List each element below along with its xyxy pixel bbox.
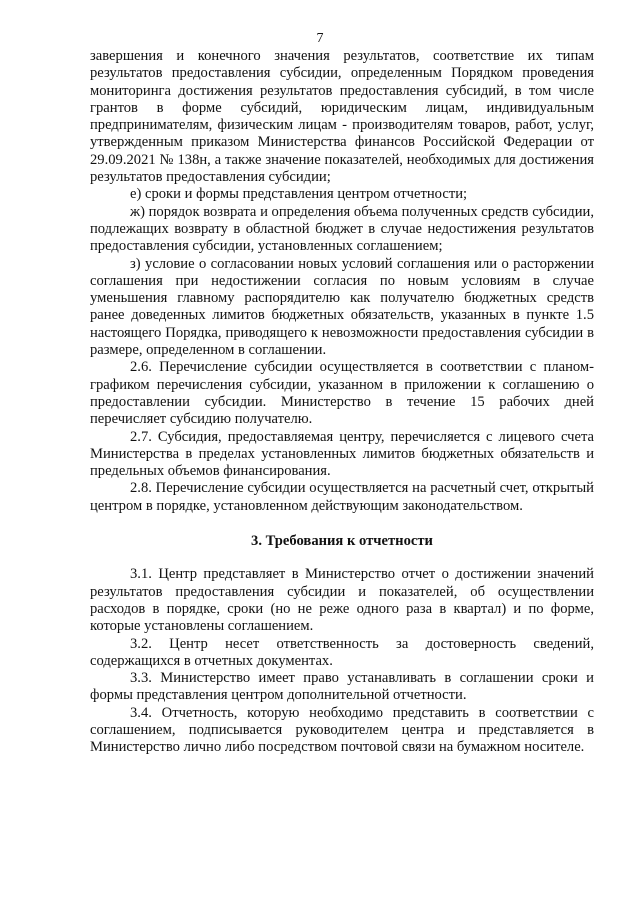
list-item-e: е) сроки и формы представления центром отчетности;: [130, 186, 468, 203]
paragraph-2-8: 2.8. Перечисление субсидии осуществляется на расчетный счет, открытый центром в порядке, установленном действующим законодательством.: [90, 480, 594, 514]
paragraph-continuation: завершения и конечного значения результатов, соответствие их типам результатов предоставления субсидии, определенным Порядком проведения мониторинга достижения результатов предоставления субсидий, в том числе грантов в форме субсидий, юридическим лицам, индивидуальным предпринимателям, физическим лицам - производителям товаров, работ, услуг, утвержденным приказом Министерства финансов Российской Федерации от 29.09.2021 № 138н, а также значение показателей, необходимых для достижения результатов предоставления субсидии;: [90, 48, 594, 186]
paragraph-2-6: 2.6. Перечисление субсидии осуществляется в соответствии с планом-графиком перечисления субсидии, указанном в приложении к соглашению о предоставлении субсидии. Министерство в течение 15 рабочих дней перечисляет субсидию получателю.: [90, 359, 594, 428]
list-item-z: з) условие о согласовании новых условий соглашения или о расторжении соглашения при недостижении согласия по новым условиям в случае уменьшения главному распорядителю как получателю бюджетных средств ранее доведенных лимитов бюджетных обязательств, указанных в пункте 1.5 настоящего Порядка, приводящего к невозможности предоставления субсидии в размере, определенном в соглашении.: [90, 255, 594, 359]
paragraph-3-1: 3.1. Центр представляет в Министерство отчет о достижении значений результатов предоставления субсидии и показателей, об осуществлении расходов в порядке, сроки (но не реже одного раза в квартал) и по форме, которые установлены соглашением.: [90, 566, 594, 635]
list-item-zh: ж) порядок возврата и определения объема полученных средств субсидии, подлежащих возврату в областной бюджет в случае недостижения результатов предоставления субсидии, установленных соглашением;: [90, 203, 594, 255]
page-number: 7: [316, 31, 324, 46]
paragraph-3-2: 3.2. Центр несет ответственность за достоверность сведений, содержащихся в отчетных документах.: [90, 635, 594, 669]
document-body: [90, 48, 594, 757]
paragraph-2-7: 2.7. Субсидия, предоставляемая центру, перечисляется с лицевого счета Министерства в пределах установленных лимитов бюджетных обязательств и предельных объемов финансирования.: [90, 428, 594, 480]
section-3-heading: 3. Требования к отчетности: [251, 533, 433, 550]
paragraph-3-3: 3.3. Министерство имеет право устанавливать в соглашении сроки и формы представления центром дополнительной отчетности.: [90, 670, 594, 704]
paragraph-3-4: 3.4. Отчетность, которую необходимо представить в соответствии с соглашением, подписывается руководителем центра и представляется в Министерство лично либо посредством почтовой связи на бумажном носителе.: [90, 704, 594, 756]
